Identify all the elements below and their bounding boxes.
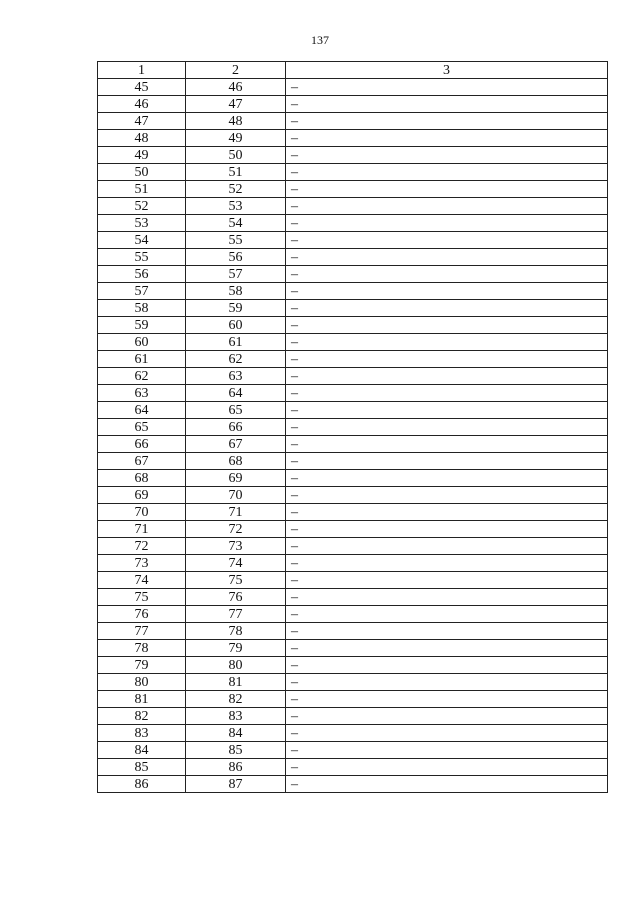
table-cell-col-1: 76: [98, 606, 186, 623]
table-row: [98, 164, 608, 181]
table-cell-col-3: –: [286, 572, 608, 589]
table-cell-col-1: 47: [98, 113, 186, 130]
table-cell-col-1: 70: [98, 504, 186, 521]
table-body: [98, 79, 608, 793]
table-cell-col-2: 61: [186, 334, 286, 351]
table-row: [98, 436, 608, 453]
table-cell-col-1: 66: [98, 436, 186, 453]
table-row: [98, 130, 608, 147]
column-header-3: 3: [286, 62, 608, 79]
table-cell-col-3: –: [286, 725, 608, 742]
table-cell-col-1: 62: [98, 368, 186, 385]
table-row: [98, 368, 608, 385]
table-cell-col-3: –: [286, 266, 608, 283]
table-cell-col-1: 49: [98, 147, 186, 164]
table-cell-col-1: 56: [98, 266, 186, 283]
table-row: [98, 79, 608, 96]
table-row: [98, 572, 608, 589]
table-cell-col-2: 86: [186, 759, 286, 776]
table-cell-col-3: –: [286, 589, 608, 606]
table-cell-col-3: –: [286, 96, 608, 113]
table-row: [98, 521, 608, 538]
table-cell-col-1: 75: [98, 589, 186, 606]
table-row: [98, 487, 608, 504]
table-header: [98, 62, 608, 79]
table-cell-col-1: 80: [98, 674, 186, 691]
table-cell-col-2: 77: [186, 606, 286, 623]
table-cell-col-2: 63: [186, 368, 286, 385]
table-cell-col-3: –: [286, 351, 608, 368]
table-cell-col-2: 85: [186, 742, 286, 759]
table-cell-col-3: –: [286, 470, 608, 487]
table-row: [98, 215, 608, 232]
table-cell-col-1: 60: [98, 334, 186, 351]
table-cell-col-2: 79: [186, 640, 286, 657]
table-cell-col-3: –: [286, 215, 608, 232]
table-cell-col-1: 59: [98, 317, 186, 334]
table-cell-col-2: 49: [186, 130, 286, 147]
table-cell-col-3: –: [286, 317, 608, 334]
table-cell-col-2: 52: [186, 181, 286, 198]
table-row: [98, 674, 608, 691]
table-cell-col-1: 53: [98, 215, 186, 232]
table-row: [98, 623, 608, 640]
table-row: [98, 657, 608, 674]
table-cell-col-2: 87: [186, 776, 286, 793]
table-row: [98, 113, 608, 130]
table-row: [98, 538, 608, 555]
table-cell-col-3: –: [286, 368, 608, 385]
table-cell-col-2: 66: [186, 419, 286, 436]
table-cell-col-3: –: [286, 453, 608, 470]
table-cell-col-1: 67: [98, 453, 186, 470]
table-cell-col-1: 73: [98, 555, 186, 572]
table-cell-col-3: –: [286, 657, 608, 674]
table-cell-col-3: –: [286, 504, 608, 521]
table-cell-col-2: 72: [186, 521, 286, 538]
table-cell-col-1: 45: [98, 79, 186, 96]
table-row: [98, 725, 608, 742]
table-cell-col-1: 52: [98, 198, 186, 215]
table-cell-col-2: 48: [186, 113, 286, 130]
data-table: [97, 61, 608, 793]
table-cell-col-3: –: [286, 708, 608, 725]
table-row: [98, 334, 608, 351]
table-cell-col-1: 86: [98, 776, 186, 793]
table-cell-col-1: 82: [98, 708, 186, 725]
table-cell-col-3: –: [286, 300, 608, 317]
table-cell-col-3: –: [286, 402, 608, 419]
table-cell-col-1: 54: [98, 232, 186, 249]
table-cell-col-2: 62: [186, 351, 286, 368]
table-cell-col-3: –: [286, 640, 608, 657]
table-cell-col-3: –: [286, 232, 608, 249]
table-cell-col-3: –: [286, 742, 608, 759]
column-header-1: 1: [98, 62, 186, 79]
header-row: [98, 62, 608, 79]
table-cell-col-2: 59: [186, 300, 286, 317]
table-row: [98, 300, 608, 317]
table-row: [98, 742, 608, 759]
table-cell-col-2: 76: [186, 589, 286, 606]
table-cell-col-2: 50: [186, 147, 286, 164]
table-row: [98, 759, 608, 776]
table-cell-col-3: –: [286, 538, 608, 555]
table-cell-col-3: –: [286, 79, 608, 96]
table-cell-col-1: 77: [98, 623, 186, 640]
table-row: [98, 589, 608, 606]
table-row: [98, 181, 608, 198]
table-cell-col-2: 80: [186, 657, 286, 674]
table-row: [98, 249, 608, 266]
table-cell-col-2: 67: [186, 436, 286, 453]
table-cell-col-2: 57: [186, 266, 286, 283]
table-cell-col-2: 81: [186, 674, 286, 691]
table-row: [98, 419, 608, 436]
table-cell-col-1: 72: [98, 538, 186, 555]
table-cell-col-3: –: [286, 385, 608, 402]
table-cell-col-2: 47: [186, 96, 286, 113]
table-cell-col-1: 63: [98, 385, 186, 402]
table-cell-col-3: –: [286, 674, 608, 691]
table-row: [98, 351, 608, 368]
table-cell-col-1: 74: [98, 572, 186, 589]
table-cell-col-1: 48: [98, 130, 186, 147]
table-cell-col-2: 73: [186, 538, 286, 555]
table-cell-col-3: –: [286, 198, 608, 215]
table-cell-col-3: –: [286, 691, 608, 708]
table-cell-col-3: –: [286, 487, 608, 504]
table-row: [98, 232, 608, 249]
table-cell-col-1: 83: [98, 725, 186, 742]
table-cell-col-2: 82: [186, 691, 286, 708]
table-row: [98, 776, 608, 793]
page-number: 137: [311, 33, 329, 47]
table-row: [98, 402, 608, 419]
table-row: [98, 283, 608, 300]
table-cell-col-3: –: [286, 436, 608, 453]
table-row: [98, 147, 608, 164]
table-cell-col-2: 84: [186, 725, 286, 742]
table-cell-col-2: 55: [186, 232, 286, 249]
table-cell-col-2: 74: [186, 555, 286, 572]
column-header-2: 2: [186, 62, 286, 79]
table-cell-col-3: –: [286, 164, 608, 181]
table-cell-col-3: –: [286, 147, 608, 164]
table-row: [98, 470, 608, 487]
table-cell-col-3: –: [286, 249, 608, 266]
table-cell-col-3: –: [286, 521, 608, 538]
table-cell-col-2: 58: [186, 283, 286, 300]
table-cell-col-1: 51: [98, 181, 186, 198]
table-cell-col-2: 78: [186, 623, 286, 640]
table-cell-col-1: 64: [98, 402, 186, 419]
table-cell-col-1: 84: [98, 742, 186, 759]
table-cell-col-2: 51: [186, 164, 286, 181]
table-cell-col-1: 81: [98, 691, 186, 708]
table-row: [98, 266, 608, 283]
table-cell-col-2: 69: [186, 470, 286, 487]
table-cell-col-3: –: [286, 776, 608, 793]
table-cell-col-2: 46: [186, 79, 286, 96]
table-cell-col-3: –: [286, 606, 608, 623]
table-cell-col-3: –: [286, 113, 608, 130]
table-row: [98, 504, 608, 521]
table-cell-col-3: –: [286, 181, 608, 198]
table-cell-col-2: 60: [186, 317, 286, 334]
table-row: [98, 708, 608, 725]
table-cell-col-1: 65: [98, 419, 186, 436]
table-cell-col-1: 85: [98, 759, 186, 776]
table-cell-col-1: 69: [98, 487, 186, 504]
table-cell-col-3: –: [286, 419, 608, 436]
table-cell-col-1: 50: [98, 164, 186, 181]
table-cell-col-1: 61: [98, 351, 186, 368]
table-cell-col-1: 58: [98, 300, 186, 317]
table-row: [98, 453, 608, 470]
table-cell-col-3: –: [286, 283, 608, 300]
table-cell-col-3: –: [286, 555, 608, 572]
table-row: [98, 317, 608, 334]
table-cell-col-1: 57: [98, 283, 186, 300]
table-cell-col-2: 70: [186, 487, 286, 504]
table-cell-col-2: 64: [186, 385, 286, 402]
table-cell-col-1: 78: [98, 640, 186, 657]
table-row: [98, 96, 608, 113]
table-cell-col-1: 55: [98, 249, 186, 266]
table-cell-col-1: 71: [98, 521, 186, 538]
table-cell-col-3: –: [286, 759, 608, 776]
table-cell-col-2: 54: [186, 215, 286, 232]
table-cell-col-2: 68: [186, 453, 286, 470]
table-cell-col-3: –: [286, 130, 608, 147]
table-cell-col-2: 65: [186, 402, 286, 419]
table-cell-col-3: –: [286, 623, 608, 640]
table-cell-col-1: 46: [98, 96, 186, 113]
table-cell-col-2: 75: [186, 572, 286, 589]
table-cell-col-2: 71: [186, 504, 286, 521]
table-row: [98, 198, 608, 215]
table-cell-col-2: 83: [186, 708, 286, 725]
table-cell-col-1: 68: [98, 470, 186, 487]
table-row: [98, 640, 608, 657]
table-cell-col-3: –: [286, 334, 608, 351]
table-cell-col-2: 56: [186, 249, 286, 266]
table-row: [98, 606, 608, 623]
table-row: [98, 691, 608, 708]
table-row: [98, 385, 608, 402]
table-row: [98, 555, 608, 572]
table-cell-col-1: 79: [98, 657, 186, 674]
table-cell-col-2: 53: [186, 198, 286, 215]
